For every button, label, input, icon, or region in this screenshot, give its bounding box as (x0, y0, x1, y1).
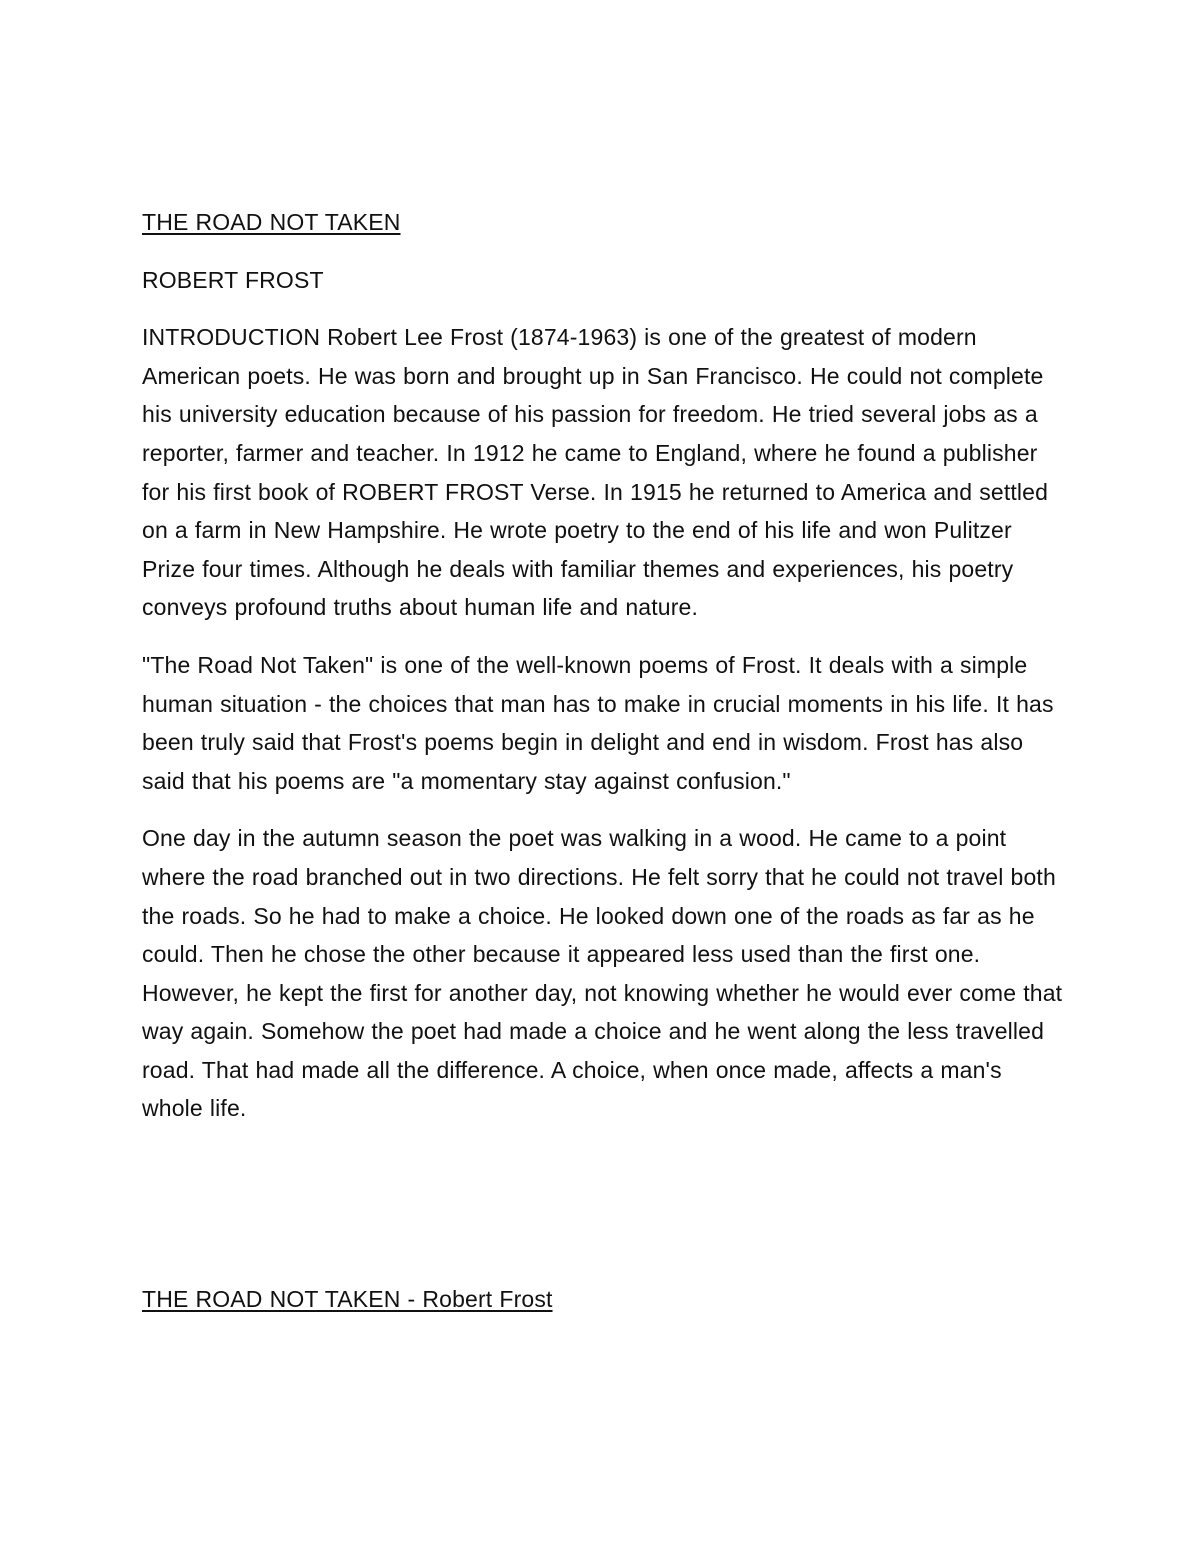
document-title: THE ROAD NOT TAKEN (142, 209, 401, 235)
summary-paragraph: One day in the autumn season the poet was walking in a wood. He came to a point where the road branched out in two directions. He felt sorry that he could not travel both the roads. So he had to make a choice. He looked down one of the roads as far as he could. Then he chose the other because it appeared less used than the first one. However, he kept the first for another day, not knowing whether he would ever come that way again. Somehow the poet had made a choice and he went along the less travelled road. That had made all the difference. A choice, when once made, affects a man's whole life. (142, 825, 1063, 1122)
poem-overview-paragraph: "The Road Not Taken" is one of the well-known poems of Frost. It deals with a simple human situation - the choices that man has to make in crucial moments in his life. It has been truly said that Frost's poems begin in delight and end in wisdom. Frost has also said that his poems are "a momentary stay against confusion." (142, 651, 1054, 794)
document-author: ROBERT FROST (142, 266, 324, 293)
introduction-paragraph: INTRODUCTION Robert Lee Frost (1874-1963) is one of the greatest of modern American poets. He was born and brought up in San Francisco. He could not complete his university education because of his passion for freedom. He tried several jobs as a reporter, farmer and teacher. In 1912 he came to England, where he found a publisher for his first book of ROBERT FROST Verse. In 1915 he returned to America and settled on a farm in New Hampshire. He wrote poetry to the end of his life and won Pulitzer Prize four times. Although he deals with familiar themes and experiences, his poetry conveys profound truths about human life and nature. (142, 324, 1049, 621)
document-body (142, 203, 1067, 1128)
poem-heading: THE ROAD NOT TAKEN - Robert Frost (142, 1286, 553, 1312)
